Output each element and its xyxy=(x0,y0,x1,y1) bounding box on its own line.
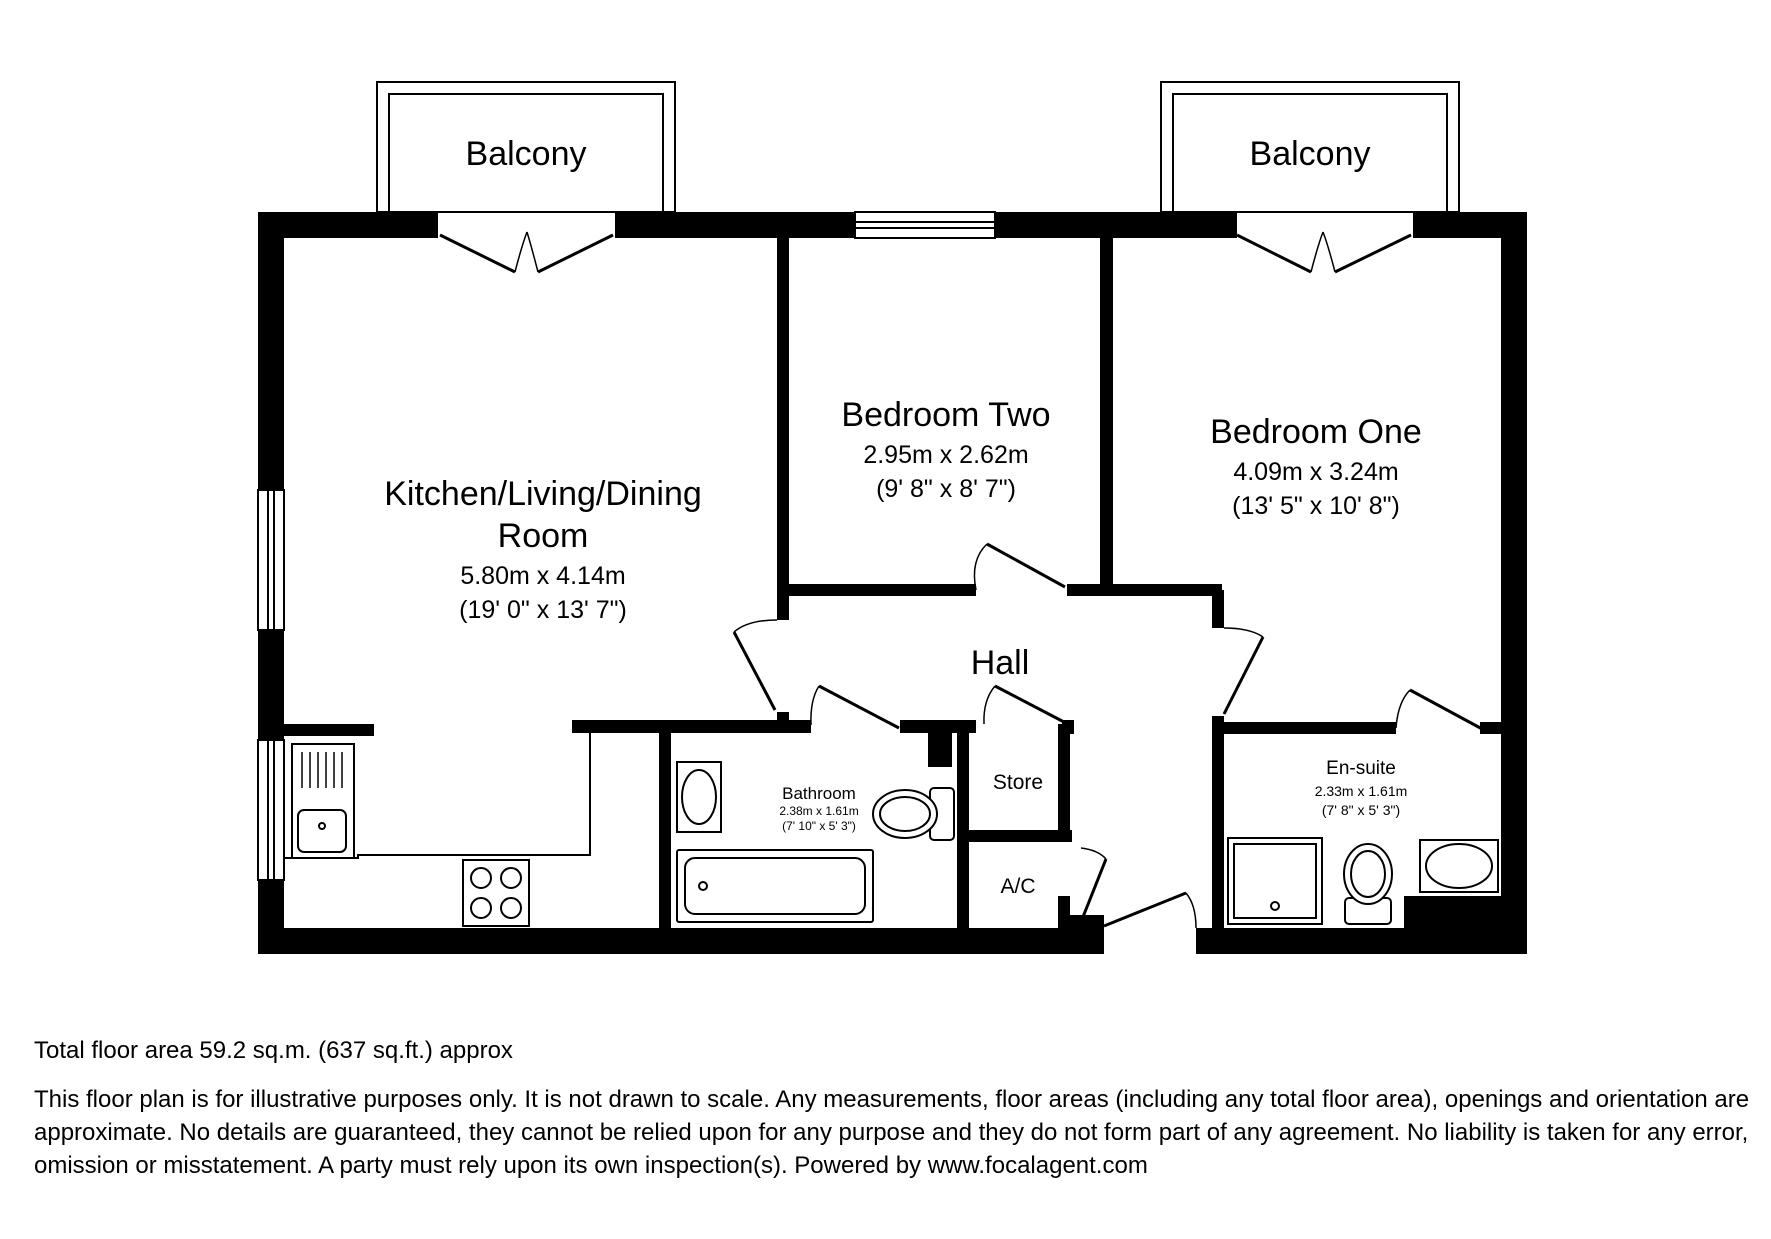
kitchen-name-line2: Room xyxy=(497,517,589,555)
disclaimer-text: This floor plan is for illustrative purposes only. It is not drawn to scale. Any measurements, floor areas (including any total floor area), openings and orientation are approximate. No details are guaranteed, they cannot be relied upon for any purpose and they do not form part of any agreement. No liability is taken for any error, omission or misstatement. A party must rely upon its own inspection(s). Powered by www.focalagent.com xyxy=(34,1086,1750,1179)
room-label-store xyxy=(993,771,1043,794)
bathtub xyxy=(677,850,873,922)
hall-name: Hall xyxy=(970,644,1030,682)
room-label-bathroom xyxy=(779,784,858,833)
balcony-left-name: Balcony xyxy=(465,135,587,173)
door-store xyxy=(984,686,1064,724)
hob xyxy=(463,860,529,926)
ensuite-imperial: (7' 8" x 5' 3") xyxy=(1321,802,1401,818)
ensuite-basin xyxy=(1420,840,1498,892)
door-ac xyxy=(1081,848,1106,922)
bedroom-two-name: Bedroom Two xyxy=(841,396,1051,434)
kitchen-metric: 5.80m x 4.14m xyxy=(460,562,626,590)
kitchen-imperial: (19' 0" x 13' 7") xyxy=(459,596,627,624)
window-left-living xyxy=(258,490,284,630)
shower-tray xyxy=(1228,838,1322,924)
room-label-ensuite xyxy=(1315,758,1408,818)
bedroom-one-name: Bedroom One xyxy=(1210,413,1422,451)
bedroom-one-imperial: (13' 5" x 10' 8") xyxy=(1232,492,1400,520)
ensuite-boxing xyxy=(1404,896,1501,928)
outer-walls xyxy=(258,212,1527,954)
room-label-bedroom-two xyxy=(841,396,1050,503)
bedroom-one-metric: 4.09m x 3.24m xyxy=(1233,458,1399,486)
balcony-door-right xyxy=(1237,232,1411,272)
balcony-right-name: Balcony xyxy=(1249,135,1371,173)
window-top-bedroom-two xyxy=(855,212,995,238)
door-entrance xyxy=(1104,893,1196,928)
bedroom-two-imperial: (9' 8" x 8' 7") xyxy=(876,475,1016,503)
room-label-ac xyxy=(1000,875,1035,898)
bathroom-basin xyxy=(677,762,721,832)
bathroom-metric: 2.38m x 1.61m xyxy=(779,804,859,818)
window-left-kitchen xyxy=(258,740,284,880)
bathroom-imperial: (7' 10" x 5' 3") xyxy=(782,819,856,833)
bathroom-name: Bathroom xyxy=(782,784,856,803)
ensuite-toilet xyxy=(1344,844,1392,924)
ac-name: A/C xyxy=(1000,875,1036,898)
ensuite-name: En-suite xyxy=(1326,758,1396,779)
door-bathroom xyxy=(811,686,899,728)
kitchen-sink xyxy=(292,744,354,858)
room-label-hall xyxy=(971,644,1030,682)
store-name: Store xyxy=(992,771,1044,794)
door-ensuite xyxy=(1396,690,1484,730)
bedroom-two-metric: 2.95m x 2.62m xyxy=(863,441,1029,469)
total-floor-area: Total floor area 59.2 sq.m. (637 sq.ft.) approx xyxy=(34,1037,513,1064)
room-label-balcony-right xyxy=(1250,135,1371,173)
ensuite-metric: 2.33m x 1.61m xyxy=(1314,783,1408,799)
door-bedroom-two xyxy=(974,544,1065,590)
room-label-bedroom-one xyxy=(1210,413,1422,520)
kitchen-name-line1: Kitchen/Living/Dining xyxy=(384,475,702,513)
room-label-balcony-left xyxy=(466,135,587,173)
door-kitchen-hall xyxy=(734,620,777,710)
room-label-kitchen xyxy=(384,475,702,624)
balcony-door-left xyxy=(440,232,613,272)
door-bedroom-one xyxy=(1224,628,1263,714)
bathroom-toilet xyxy=(873,788,954,840)
